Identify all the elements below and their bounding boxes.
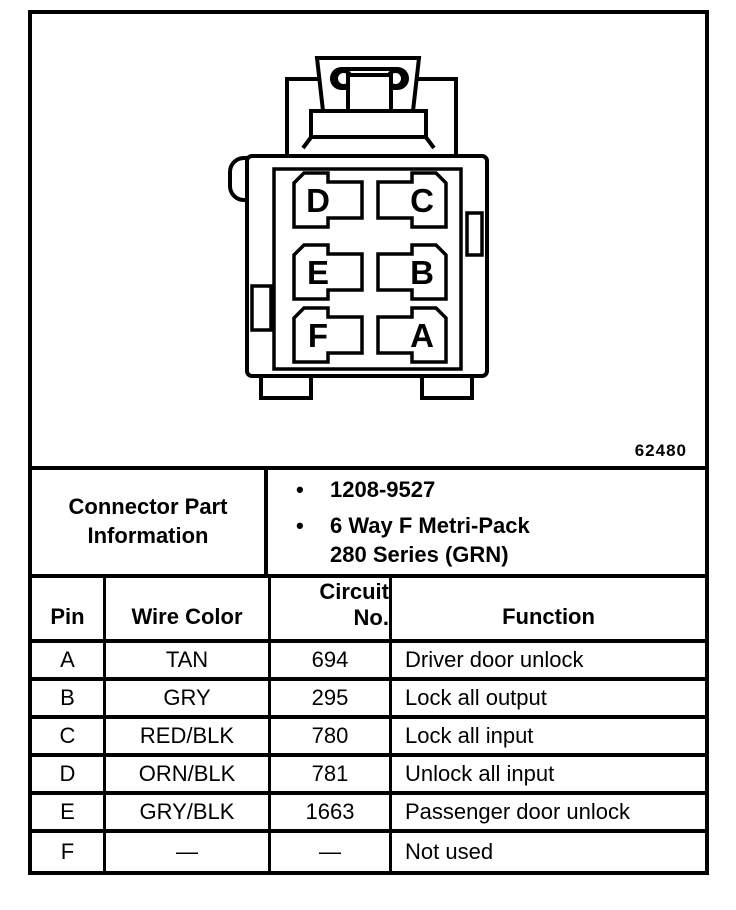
function-cell: Not used <box>405 839 494 864</box>
cavity-letter-e: E <box>306 254 330 291</box>
pin-cell: F <box>32 833 106 871</box>
bullet-icon: • <box>296 477 304 502</box>
circuit-cell: 694 <box>271 643 392 677</box>
pinout-table <box>32 578 705 871</box>
header-wire-color: Wire Color <box>106 578 271 639</box>
cavity-letter-d: D <box>306 182 330 219</box>
part-description-line2: 280 Series (GRN) <box>330 542 509 567</box>
cavity-letter-a: A <box>410 317 434 354</box>
latch-strap <box>348 75 391 111</box>
circuit-cell: 780 <box>271 719 392 753</box>
function-cell: Unlock all input <box>405 761 555 786</box>
connector-part-info-text: Connector Part Information <box>68 494 228 548</box>
cavity-letter-f: F <box>307 317 329 354</box>
part-description-line1: 6 Way F Metri-Pack <box>330 513 530 538</box>
circuit-cell: 295 <box>271 681 392 715</box>
circuit-cell: 781 <box>271 757 392 791</box>
part-number: 1208-9527 <box>330 477 436 502</box>
table-header-row <box>32 578 705 643</box>
pin-cell: D <box>32 757 106 791</box>
index-slot-left <box>252 286 271 330</box>
index-slot-right <box>467 213 482 255</box>
header-circuit-line1: Circuit <box>319 579 389 605</box>
circuit-cell: — <box>271 833 392 871</box>
part-description-item <box>296 511 705 569</box>
connector-part-info-row <box>32 470 705 578</box>
table-row-d <box>32 757 705 795</box>
part-number-item <box>296 475 705 504</box>
connector-neck <box>311 111 426 137</box>
wire-color-cell: TAN <box>106 643 271 677</box>
header-function: Function <box>502 604 595 629</box>
pin-cell: C <box>32 719 106 753</box>
connector-diagram <box>32 14 705 466</box>
wire-color-cell: RED/BLK <box>106 719 271 753</box>
table-row-a <box>32 643 705 681</box>
header-circuit-line2: No. <box>353 604 389 630</box>
header-pin: Pin <box>32 578 106 639</box>
function-cell: Lock all input <box>405 723 534 748</box>
function-cell: Lock all output <box>405 685 547 710</box>
figure-number: 62480 <box>634 441 687 460</box>
bullet-icon: • <box>296 513 304 538</box>
connector-part-info-values <box>268 470 705 574</box>
wire-color-cell: — <box>106 833 271 871</box>
pin-cell: B <box>32 681 106 715</box>
function-cell: Passenger door unlock <box>405 799 631 824</box>
cavity-letter-b: B <box>410 254 434 291</box>
table-row-c <box>32 719 705 757</box>
connector-figure-table <box>28 10 709 875</box>
wire-color-cell: ORN/BLK <box>106 757 271 791</box>
connector-part-info-label <box>32 470 268 574</box>
wire-color-cell: GRY/BLK <box>106 795 271 829</box>
circuit-cell: 1663 <box>271 795 392 829</box>
diagram-panel <box>32 14 705 470</box>
function-cell: Driver door unlock <box>405 647 584 672</box>
pin-cell: A <box>32 643 106 677</box>
table-row-f <box>32 833 705 871</box>
table-row-b <box>32 681 705 719</box>
cavity-letter-c: C <box>410 182 434 219</box>
wire-color-cell: GRY <box>106 681 271 715</box>
table-row-e <box>32 795 705 833</box>
header-circuit-no <box>271 578 392 639</box>
pin-cell: E <box>32 795 106 829</box>
